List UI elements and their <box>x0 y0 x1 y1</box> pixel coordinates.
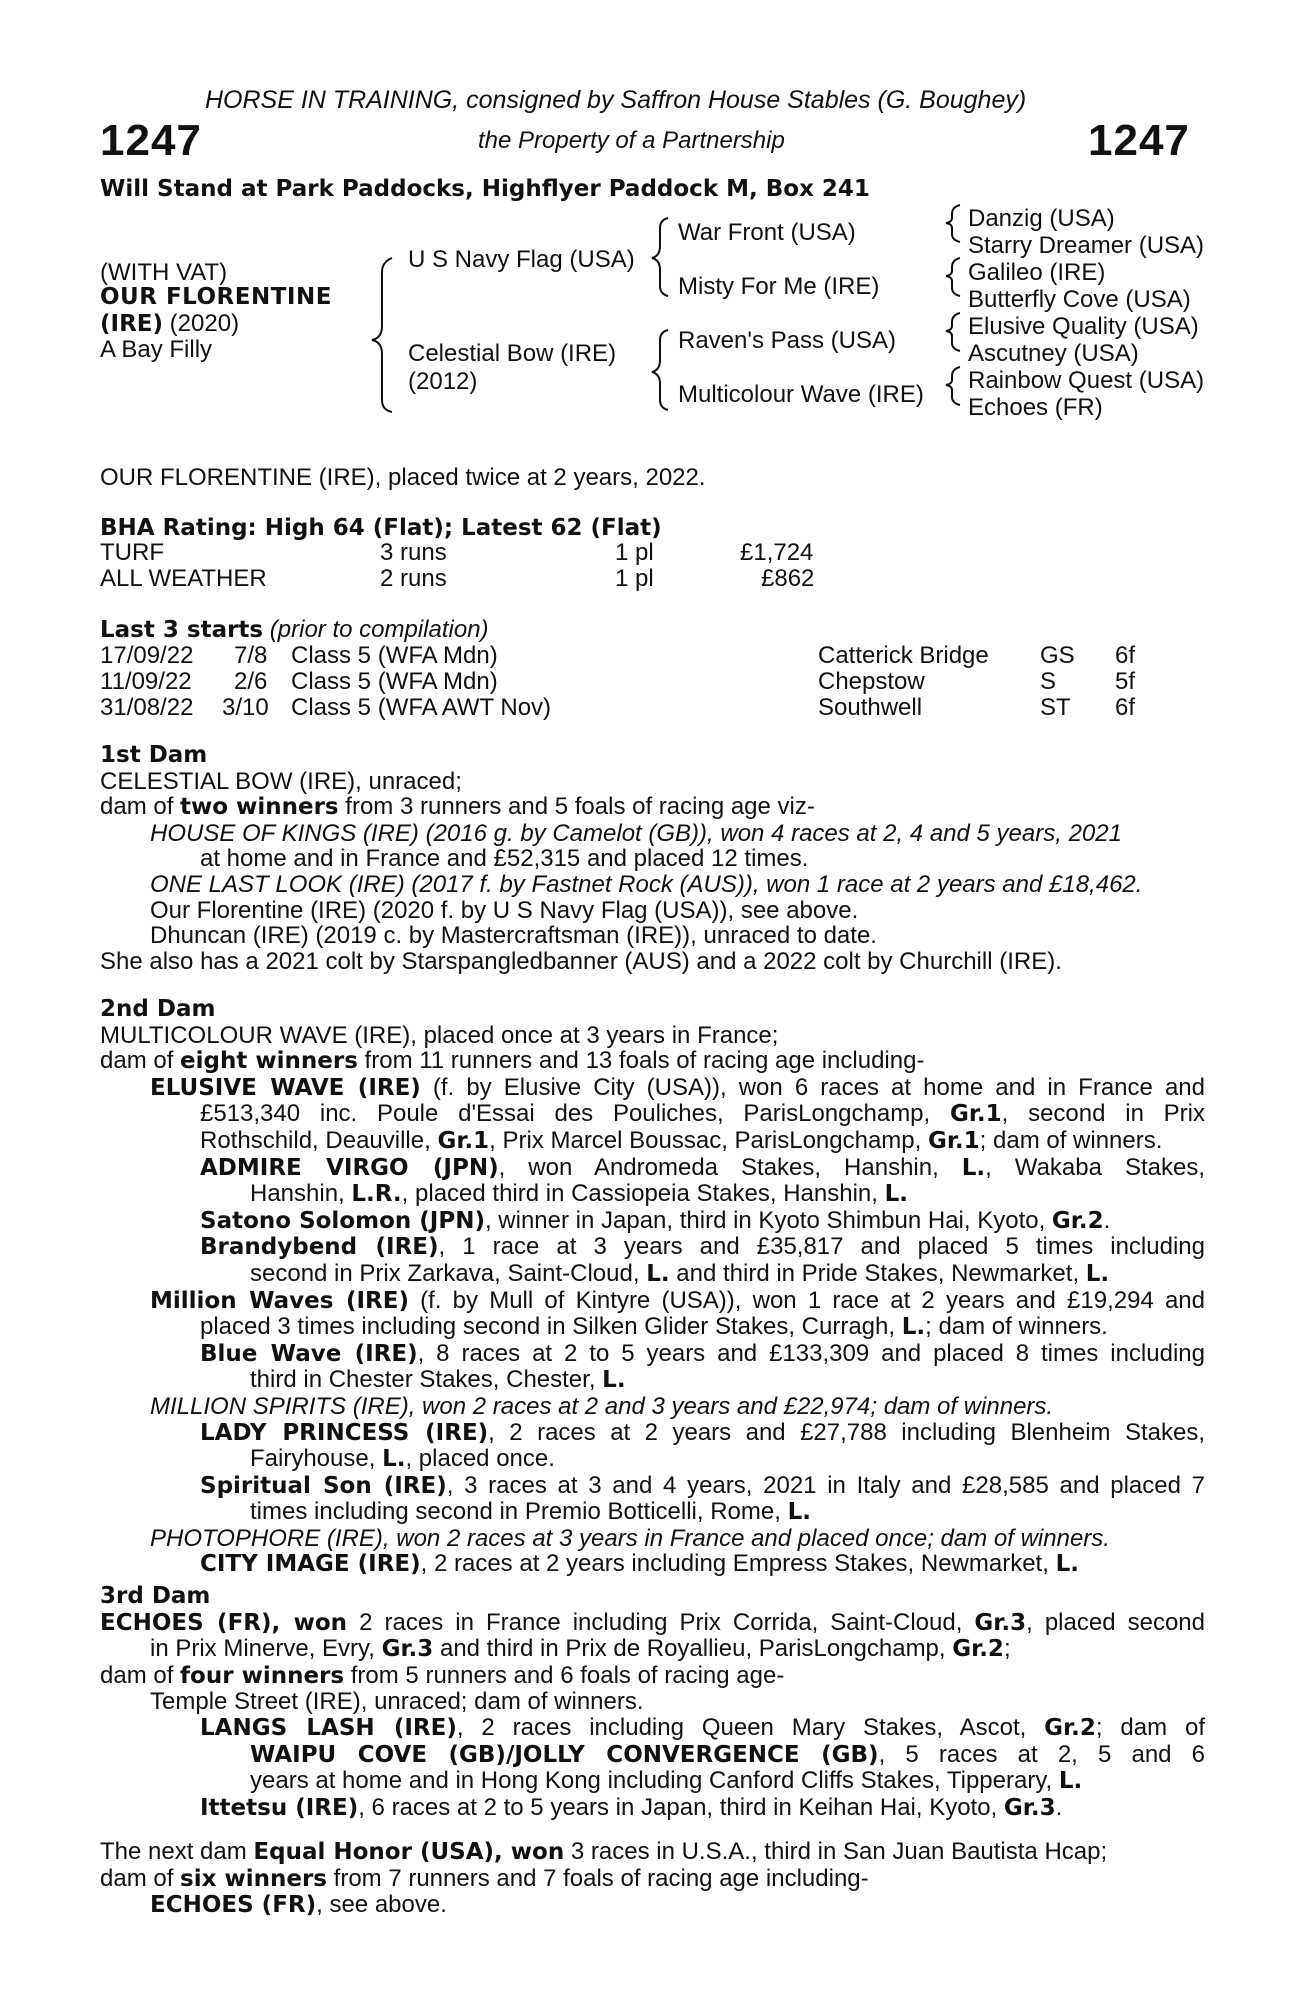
next-dam-winners: six winners <box>180 1865 327 1892</box>
ittetsu-line: Ittetsu (IRE), 6 races at 2 to 5 years in Japan, third in Keihan Hai, Kyoto, Gr.3. <box>200 1793 1063 1821</box>
blue-wave-listed: L. <box>602 1367 626 1394</box>
elusive-wave-gr1-b: Gr.1 <box>437 1127 490 1154</box>
first-dam-line-3: HOUSE OF KINGS (IRE) (2016 g. by Camelot (GB)), won 4 races at 2, 4 and 5 years, 2021 <box>150 819 1122 847</box>
echoes-gr3-a: Gr.3 <box>974 1609 1027 1636</box>
starts-title-bold: Last 3 starts <box>100 617 264 643</box>
pedigree-ddd: Echoes (FR) <box>968 394 1103 421</box>
horse-name: OUR FLORENTINE <box>100 284 332 310</box>
langs-lash-text-1c: ; dam of <box>1095 1713 1205 1741</box>
million-waves-text-1: (f. by Mull of Kintyre (USA)), won 1 race at 2 years and £19,294 and <box>409 1286 1206 1314</box>
pedigree-dss: Elusive Quality (USA) <box>968 313 1199 340</box>
first-dam-section <box>100 743 1205 974</box>
ittetsu-text: , 6 races at 2 to 5 years in Japan, third in Keihan Hai, Kyoto, <box>358 1793 1004 1821</box>
temple-street-line: Temple Street (IRE), unraced; dam of winners. <box>150 1688 644 1716</box>
elusive-wave-text-3c: ; dam of winners. <box>979 1126 1163 1154</box>
elusive-wave-text-3b: , Prix Marcel Boussac, ParisLongchamp, <box>489 1126 928 1154</box>
start-row-3-date: 31/08/22 <box>100 694 194 721</box>
waipu-cove-name: WAIPU COVE (GB)/JOLLY CONVERGENCE (GB) <box>250 1741 879 1768</box>
spiritual-son-name: Spiritual Son (IRE) <box>200 1472 447 1499</box>
start-row-2-date: 11/09/22 <box>100 668 192 695</box>
third-dam-heading: 3rd Dam <box>100 1583 211 1609</box>
satono-solomon-line: Satono Solomon (JPN), winner in Japan, third in Kyoto Shimbun Hai, Kyoto, Gr.2. <box>200 1206 1111 1234</box>
elusive-wave-gr1-c: Gr.1 <box>927 1127 980 1154</box>
second-dam-runners: from 11 runners and 13 foals of racing age including- <box>357 1047 925 1075</box>
second-dam-section <box>100 997 1205 1578</box>
million-waves-text-2b: ; dam of winners. <box>925 1313 1108 1341</box>
admire-virgo-text-1: , won Andromeda Stakes, Hanshin, <box>498 1153 962 1181</box>
admire-virgo-text-1c: , Wakaba Stakes, <box>985 1153 1205 1181</box>
lady-princess-text-2b: , placed once. <box>405 1445 555 1473</box>
satono-solomon-name: Satono Solomon (JPN) <box>200 1207 485 1234</box>
million-waves-line-1 <box>100 1288 1205 1315</box>
first-dam-runners: from 3 runners and 5 foals of racing age viz- <box>338 793 815 821</box>
first-dam-line-4: at home and in France and £52,315 and placed 12 times. <box>200 845 809 873</box>
third-dam-runners: from 5 runners and 6 foals of racing age- <box>344 1661 785 1689</box>
summary-line: OUR FLORENTINE (IRE), placed twice at 2 years, 2022. <box>100 464 706 491</box>
blue-wave-text-1: , 8 races at 2 to 5 years and £133,309 and placed 8 times including <box>417 1339 1205 1367</box>
lady-princess-listed: L. <box>382 1446 406 1473</box>
brandybend-line-1 <box>100 1234 1205 1261</box>
next-dam-line-1 <box>100 1839 1205 1866</box>
pedigree-ssd: Starry Dreamer (USA) <box>968 232 1205 259</box>
spiritual-son-text-1: , 3 races at 3 and 4 years, 2021 in Italy and £28,585 and placed 7 <box>446 1471 1206 1499</box>
echoes-text-2b: and third in Prix de Royallieu, ParisLongchamp, <box>433 1635 953 1663</box>
elusive-wave-name: ELUSIVE WAVE (IRE) <box>150 1074 421 1101</box>
next-dam-runners: from 7 runners and 7 foals of racing age including- <box>326 1864 869 1892</box>
blue-wave-name: Blue Wave (IRE) <box>200 1340 418 1367</box>
third-dam-section <box>100 1584 1205 1821</box>
next-dam-section <box>100 1839 1205 1919</box>
first-dam-winners: two winners <box>180 794 339 821</box>
echoes-name: ECHOES (FR), won <box>100 1609 348 1636</box>
next-dam-damof: dam of <box>100 1864 181 1892</box>
start-row-1-race: Class 5 (WFA Mdn) <box>291 642 498 669</box>
pedigree-sdd: Butterfly Cove (USA) <box>968 286 1191 313</box>
start-row-3-race: Class 5 (WFA AWT Nov) <box>291 694 552 721</box>
photophore-line: PHOTOPHORE (IRE), won 2 races at 3 years in France and placed once; dam of winners. <box>150 1524 1110 1552</box>
admire-virgo-line-2 <box>100 1181 1205 1208</box>
horse-suffix: (IRE) <box>100 311 164 337</box>
elusive-wave-text-2: £513,340 inc. Poule d'Essai des Pouliches, ParisLongchamp, <box>200 1100 950 1128</box>
brandybend-line-2 <box>100 1261 1205 1288</box>
echoes-text-2c: ; <box>1003 1635 1011 1663</box>
admire-virgo-listed-2: L. <box>884 1181 909 1208</box>
brandybend-listed-2: L. <box>1085 1260 1110 1287</box>
million-waves-name: Million Waves (IRE) <box>150 1287 409 1314</box>
start-row-2-race: Class 5 (WFA Mdn) <box>291 668 498 695</box>
third-dam-line-3 <box>100 1663 1205 1690</box>
starts-title <box>100 617 489 643</box>
million-waves-listed: L. <box>901 1314 926 1341</box>
pedigree-sds: Galileo (IRE) <box>968 259 1106 286</box>
admire-virgo-listed: L. <box>961 1154 986 1181</box>
brandybend-text-1: , 1 race at 3 years and £35,817 and placed 5 times including <box>438 1233 1205 1261</box>
next-dam-see-above: , see above. <box>316 1891 447 1919</box>
elusive-wave-gr1-a: Gr.1 <box>949 1101 1002 1128</box>
first-dam-line-6: Our Florentine (IRE) (2020 f. by U S Navy Flag (USA)), see above. <box>150 896 859 924</box>
langs-lash-name: LANGS LASH (IRE) <box>200 1714 457 1741</box>
blue-wave-line-2 <box>100 1367 1205 1394</box>
third-dam-line-2 <box>100 1636 1205 1663</box>
admire-virgo-name: ADMIRE VIRGO (JPN) <box>200 1154 499 1181</box>
elusive-wave-text-2b: , second in Prix <box>1001 1100 1206 1128</box>
second-dam-damof: dam of <box>100 1047 181 1075</box>
horse-foaled: (2020) <box>163 310 240 337</box>
spiritual-son-text-2: times including second in Premio Botticelli, Rome, <box>250 1498 788 1526</box>
waipu-cove-text: , 5 races at 2, 5 and 6 <box>878 1740 1205 1768</box>
start-row-1-pos: 7/8 <box>234 642 268 669</box>
echoes-gr3-b: Gr.3 <box>381 1636 434 1663</box>
start-row-1-going: GS <box>1040 642 1075 669</box>
pedigree-sd: Misty For Me (IRE) <box>678 273 880 300</box>
million-spirits-line: MILLION SPIRITS (IRE), won 2 races at 2 and 3 years and £22,974; dam of winners. <box>150 1392 1054 1420</box>
echoes-text-1: 2 races in France including Prix Corrida, Saint-Cloud, <box>347 1608 975 1636</box>
third-dam-damof: dam of <box>100 1661 181 1689</box>
city-image-line <box>100 1551 1205 1578</box>
elusive-wave-text-1: (f. by Elusive City (USA)), won 6 races at home and in France and <box>420 1073 1205 1101</box>
lady-princess-name: LADY PRINCESS (IRE) <box>200 1419 489 1446</box>
lady-princess-line-1 <box>100 1420 1205 1447</box>
stand-line: Will Stand at Park Paddocks, Highflyer Paddock M, Box 241 <box>100 176 870 202</box>
satono-solomon-gr2: Gr.2 <box>1051 1207 1104 1234</box>
start-row-3-pos: 3/10 <box>222 694 269 721</box>
pedigree-sss: Danzig (USA) <box>968 205 1115 232</box>
first-dam-damof: dam of <box>100 793 181 821</box>
pedigree-sire: U S Navy Flag (USA) <box>408 246 635 273</box>
rating-row-aw-surface: ALL WEATHER <box>100 565 267 592</box>
pedigree-ss: War Front (USA) <box>678 219 856 246</box>
blue-wave-line-1 <box>100 1341 1205 1368</box>
waipu-cove-listed: L. <box>1058 1768 1083 1795</box>
langs-lash-text-1: , 2 races including Queen Mary Stakes, Ascot, <box>456 1713 1045 1741</box>
city-image-listed: L. <box>1055 1551 1079 1578</box>
blue-wave-text-2: third in Chester Stakes, Chester, <box>250 1366 603 1394</box>
starts-title-note: (prior to compilation) <box>263 616 489 643</box>
third-dam-winners: four winners <box>180 1662 345 1689</box>
first-dam-one-last-look: ONE LAST LOOK (IRE) (2017 f. by Fastnet Rock (AUS)), won 1 race at 2 years and £18,462. <box>150 870 1143 898</box>
pedigree-dam-year: (2012) <box>408 368 478 395</box>
elusive-wave-line-3 <box>100 1128 1205 1155</box>
start-row-1-date: 17/09/22 <box>100 642 194 669</box>
rating-row-aw-placed: 1 pl <box>615 565 654 592</box>
spiritual-son-line-1 <box>100 1473 1205 1500</box>
elusive-wave-line-1 <box>100 1075 1205 1102</box>
start-row-3-course: Southwell <box>818 694 923 721</box>
city-image-text: , 2 races at 2 years including Empress Stakes, Newmarket, <box>420 1550 1056 1578</box>
third-dam-line-1 <box>100 1610 1205 1637</box>
start-row-3-going: ST <box>1040 694 1071 721</box>
elusive-wave-text-3a: Rothschild, Deauville, <box>200 1126 438 1154</box>
lot-number-left: 1247 <box>100 116 202 165</box>
echoes-gr2: Gr.2 <box>952 1636 1004 1663</box>
brandybend-name: Brandybend (IRE) <box>200 1234 439 1261</box>
first-dam-line-2 <box>100 794 1205 821</box>
million-waves-line-2 <box>100 1314 1205 1341</box>
city-image-name: CITY IMAGE (IRE) <box>200 1551 421 1578</box>
pedigree-dd: Multicolour Wave (IRE) <box>678 381 924 408</box>
equal-honor-text: 3 races in U.S.A., third in San Juan Bautista Hcap; <box>564 1838 1108 1865</box>
consignor-line: HORSE IN TRAINING, consigned by Saffron House Stables (G. Boughey) <box>205 86 1027 114</box>
start-row-3-dist: 6f <box>1115 694 1136 721</box>
lady-princess-line-2 <box>100 1446 1205 1473</box>
pedigree-dds: Rainbow Quest (USA) <box>968 367 1205 394</box>
brandybend-text-2: second in Prix Zarkava, Saint-Cloud, <box>250 1259 647 1287</box>
ittetsu-name: Ittetsu (IRE) <box>200 1794 359 1821</box>
rating-row-turf-prize: £1,724 <box>740 539 814 566</box>
start-row-2-going: S <box>1040 668 1057 695</box>
vat-label: (WITH VAT) <box>100 259 228 286</box>
rating-row-turf-runs: 3 runs <box>380 539 447 566</box>
admire-virgo-text-2b: , placed third in Cassiopeia Stakes, Hanshin, <box>401 1180 885 1208</box>
admire-virgo-lr: L.R. <box>351 1181 402 1208</box>
second-dam-line-2 <box>100 1048 1205 1075</box>
brandybend-listed-1: L. <box>646 1260 670 1287</box>
second-dam-winners: eight winners <box>180 1048 358 1075</box>
lady-princess-text-1: , 2 races at 2 years and £27,788 including Blenheim Stakes, <box>488 1418 1206 1446</box>
second-dam-line-1: MULTICOLOUR WAVE (IRE), placed once at 3 years in France; <box>100 1021 779 1049</box>
start-row-1-course: Catterick Bridge <box>818 642 989 669</box>
admire-virgo-text-2a: Hanshin, <box>250 1180 352 1208</box>
spiritual-son-line-2 <box>100 1499 1205 1526</box>
spiritual-son-listed: L. <box>787 1499 811 1526</box>
pedigree-ds: Raven's Pass (USA) <box>678 327 896 354</box>
start-row-2-pos: 2/6 <box>234 668 268 695</box>
lot-number-right: 1247 <box>1088 116 1190 165</box>
rating-title: BHA Rating: High 64 (Flat); Latest 62 (Flat) <box>100 515 662 541</box>
pedigree-dam: Celestial Bow (IRE) <box>408 340 617 367</box>
satono-solomon-text: , winner in Japan, third in Kyoto Shimbun Hai, Kyoto, <box>484 1206 1052 1234</box>
langs-lash-line-2 <box>100 1742 1205 1769</box>
next-dam-intro: The next dam <box>100 1838 254 1865</box>
equal-honor-name: Equal Honor (USA), won <box>253 1839 565 1865</box>
horse-description: A Bay Filly <box>100 336 213 363</box>
admire-virgo-line-1 <box>100 1155 1205 1182</box>
start-row-2-dist: 5f <box>1115 668 1136 695</box>
first-dam-line-5 <box>100 872 1205 898</box>
lady-princess-text-2a: Fairyhouse, <box>250 1445 383 1473</box>
waipu-cove-text-2: years at home and in Hong Kong including Canford Cliffs Stakes, Tipperary, <box>250 1767 1059 1795</box>
next-dam-line-2 <box>100 1866 1205 1893</box>
property-line: the Property of a Partnership <box>478 127 785 154</box>
million-waves-text-2: placed 3 times including second in Silken Glider Stakes, Curragh, <box>200 1313 902 1341</box>
echoes-text-2a: in Prix Minerve, Evry, <box>150 1635 382 1663</box>
first-dam-heading: 1st Dam <box>100 742 208 768</box>
elusive-wave-line-2 <box>100 1101 1205 1128</box>
echoes-text-1c: , placed second <box>1026 1608 1205 1636</box>
langs-lash-line-3 <box>100 1768 1205 1795</box>
second-dam-heading: 2nd Dam <box>100 996 216 1022</box>
first-dam-line-8: She also has a 2021 colt by Starspangledbanner (AUS) and a 2022 colt by Churchill (IRE). <box>100 947 1062 975</box>
rating-row-aw-prize: £862 <box>761 565 815 592</box>
langs-lash-gr2: Gr.2 <box>1044 1714 1096 1741</box>
rating-row-turf-surface: TURF <box>100 539 164 566</box>
first-dam-line-7: Dhuncan (IRE) (2019 c. by Mastercraftsman (IRE)), unraced to date. <box>150 922 877 950</box>
start-row-2-course: Chepstow <box>818 668 925 695</box>
rating-row-aw-runs: 2 runs <box>380 565 447 592</box>
brandybend-text-2b: and third in Pride Stakes, Newmarket, <box>669 1259 1086 1287</box>
next-dam-line-3 <box>100 1892 1205 1919</box>
first-dam-line-1: CELESTIAL BOW (IRE), unraced; <box>100 767 462 795</box>
langs-lash-line-1 <box>100 1715 1205 1742</box>
rating-row-turf-placed: 1 pl <box>615 539 654 566</box>
ittetsu-gr3: Gr.3 <box>1003 1794 1056 1821</box>
start-row-1-dist: 6f <box>1115 642 1136 669</box>
next-dam-echoes: ECHOES (FR) <box>150 1892 317 1919</box>
pedigree-dsd: Ascutney (USA) <box>968 340 1139 367</box>
